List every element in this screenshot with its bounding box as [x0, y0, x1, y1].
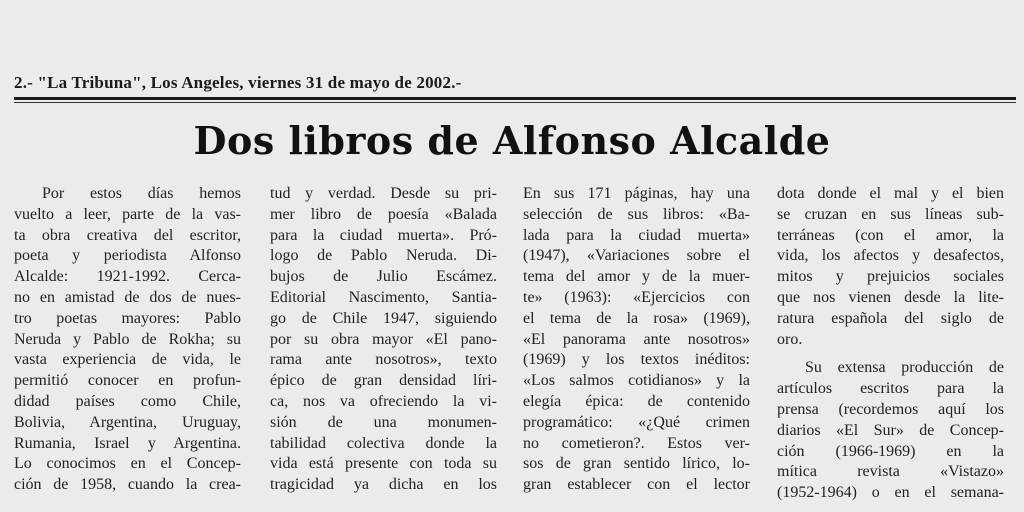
text-line: para la ciudad muerta». Pró-	[270, 226, 497, 244]
text-line: sión de una monumen-	[270, 413, 497, 431]
text-line: Su extensa producción de	[805, 359, 1004, 377]
text-line: (1952-1964) o en el semana-	[777, 484, 1004, 502]
text-line: se cruzan en sus líneas sub-	[777, 205, 1004, 223]
text-line: (1947), «Variaciones sobre el	[523, 247, 750, 265]
article-headline: Dos libros de Alfonso Alcalde	[193, 118, 831, 163]
text-line: no cometieron?. Estos ver-	[523, 434, 750, 452]
text-line: logo de Pablo Neruda. Di-	[270, 247, 497, 265]
header-rule-thin	[14, 102, 1016, 103]
text-line: poeta y periodista Alfonso	[14, 247, 241, 265]
text-line: que nos vienen desde la lite-	[777, 288, 1004, 306]
text-line: diarios «El Sur» de Concep-	[777, 421, 1004, 439]
text-line: ca, nos va ofreciendo la vi-	[270, 392, 497, 410]
text-line: (1969) y los textos inéditos:	[523, 351, 750, 369]
text-line: tud y verdad. Desde su pri-	[270, 185, 497, 202]
paragraph-gap	[777, 350, 1004, 358]
text-line: «Los salmos cotidianos» y la	[523, 372, 750, 390]
text-line: «El panorama ante nosotros»	[523, 330, 750, 348]
text-line: sos de gran sentido lírico, lo-	[523, 455, 750, 473]
text-line: dota donde el mal y el bien	[777, 185, 1004, 202]
text-line: Alcalde: 1921-1992. Cerca-	[14, 268, 241, 286]
text-line: selección de sus libros: «Ba-	[523, 205, 750, 223]
text-line: mítica revista «Vistazo»	[777, 463, 1004, 481]
text-line: vuelto a leer, parte de la vas-	[14, 205, 241, 223]
text-line: rama ante nosotros», texto	[270, 351, 497, 369]
article-column-1	[14, 184, 241, 496]
text-line: el tema de la rosa» (1969),	[523, 309, 750, 327]
text-line: elegía épica: de contenido	[523, 392, 750, 410]
text-line: terráneas (con el amor, la	[777, 226, 1004, 244]
text-line: tragicidad ya dicha en los	[270, 476, 497, 494]
text-line: prensa (recordemos aquí los	[777, 400, 1004, 418]
text-line: artículos escritos para la	[777, 380, 1004, 398]
text-line: ción de 1958, cuando la crea-	[14, 476, 241, 494]
text-line: En sus 171 páginas, hay una	[523, 185, 750, 202]
text-line: tro poetas mayores: Pablo	[14, 309, 241, 327]
text-line: ratura española del siglo de	[777, 309, 1004, 327]
text-line: Bolivia, Argentina, Uruguay,	[14, 413, 241, 431]
article-column-4	[777, 184, 1004, 504]
article-column-2	[270, 184, 497, 496]
text-line: go de Chile 1947, siguiendo	[270, 309, 497, 327]
text-line: gran establecer con el lector	[523, 476, 750, 494]
text-line: Neruda y Pablo de Rokha; su	[14, 330, 241, 348]
text-line: Por estos días hemos	[42, 185, 241, 202]
text-line: te» (1963): «Ejercicios con	[523, 288, 750, 306]
text-line: ta obra creativa del escritor,	[14, 226, 241, 244]
text-line: mer libro de poesía «Balada	[270, 205, 497, 223]
text-line: tabilidad colectiva donde la	[270, 434, 497, 452]
text-line: permitió conocer en profun-	[14, 372, 241, 390]
text-line: lada para la ciudad muerta»	[523, 226, 750, 244]
text-line: no en amistad de dos de nues-	[14, 288, 241, 306]
dateline: 2.- "La Tribuna", Los Angeles, viernes 31 de mayo de 2002.-	[14, 73, 462, 92]
text-line: Editorial Nascimento, Santia-	[270, 288, 497, 306]
text-line: bujos de Julio Escámez.	[270, 268, 497, 286]
text-line: didad países como Chile,	[14, 392, 241, 410]
text-line: oro.	[777, 330, 803, 348]
text-line: por su obra mayor «El pano-	[270, 330, 497, 348]
article-column-3	[523, 184, 750, 496]
text-line: tema del amor y de la muer-	[523, 268, 750, 286]
text-line: vida, los afectos y desafectos,	[777, 247, 1004, 265]
header-rule-thick	[14, 97, 1016, 100]
text-line: vasta experiencia de vida, le	[14, 351, 241, 369]
text-line: mitos y prejuicios sociales	[777, 268, 1004, 286]
text-line: ción (1966-1969) en la	[777, 442, 1004, 460]
text-line: Lo conocimos en el Concep-	[14, 455, 241, 473]
text-line: programático: «¿Qué crimen	[523, 413, 750, 431]
text-line: Rumania, Israel y Argentina.	[14, 434, 241, 452]
text-line: vida está presente con toda su	[270, 455, 497, 473]
text-line: épico de gran densidad líri-	[270, 372, 497, 390]
